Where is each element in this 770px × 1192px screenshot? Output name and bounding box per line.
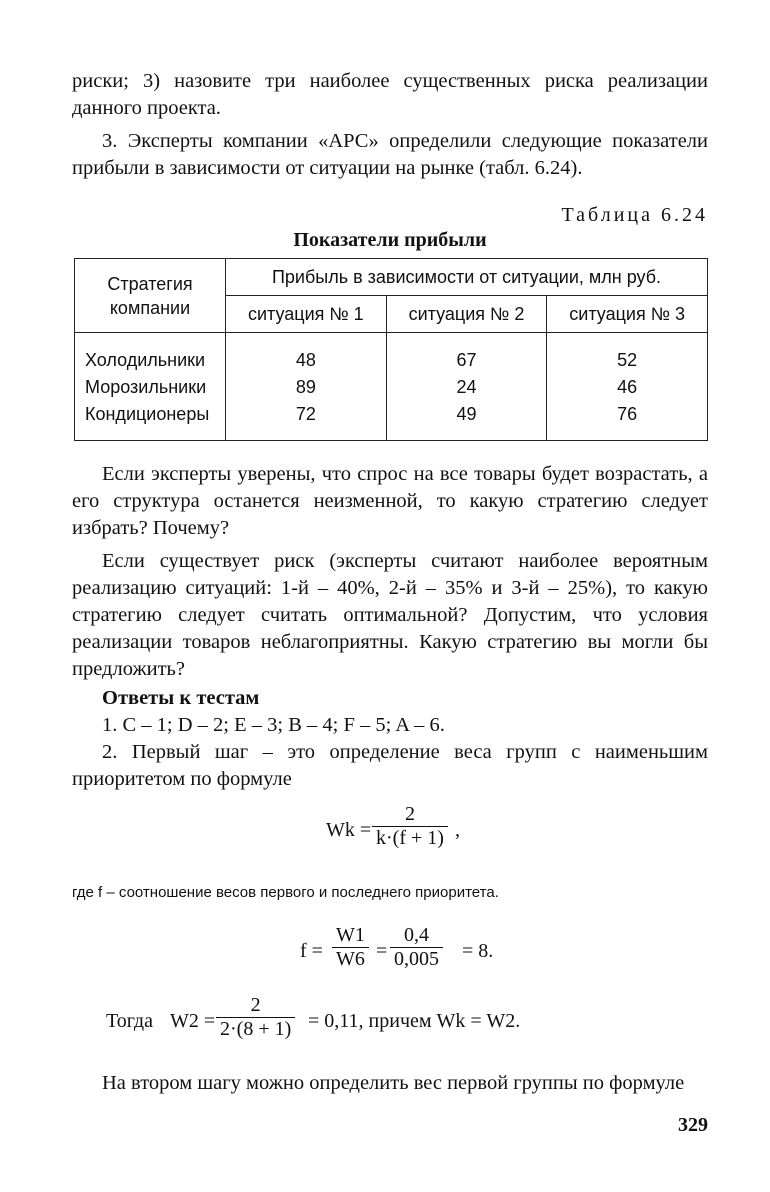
numerator: W1 bbox=[336, 924, 365, 946]
table-cell: 48 bbox=[295, 350, 316, 370]
table-cell: 52 bbox=[617, 350, 638, 370]
header-situation-3: ситуация № 3 bbox=[547, 296, 708, 333]
numerator: 2 bbox=[404, 803, 415, 825]
header-strategy: Стратегия компании bbox=[75, 259, 226, 333]
table-cell: 72 bbox=[295, 404, 316, 424]
fraction bbox=[390, 924, 443, 971]
header-situation-2: ситуация № 2 bbox=[386, 296, 547, 333]
situation-3-column bbox=[547, 333, 708, 441]
page-content bbox=[72, 68, 708, 1097]
equals-sign: = bbox=[376, 940, 388, 962]
formula-tail: = 0,11, причем Wk = W2. bbox=[308, 1010, 521, 1032]
formula-tail: , bbox=[455, 819, 460, 841]
table-cell: 76 bbox=[617, 404, 638, 424]
formula-lhs: f = bbox=[300, 940, 323, 962]
formula-wk bbox=[72, 793, 708, 873]
strategy-column bbox=[75, 333, 226, 441]
formula-tail: = 8. bbox=[462, 940, 494, 962]
formula-f bbox=[72, 906, 708, 994]
fraction bbox=[372, 803, 448, 850]
numerator: 0,4 bbox=[404, 924, 429, 946]
profit-table bbox=[74, 258, 708, 441]
answer-2: 2. Первый шаг – это определение веса групп с наименьшим приоритетом по формуле bbox=[72, 741, 708, 790]
table-cell: 67 bbox=[456, 350, 477, 370]
table-body-row bbox=[75, 333, 708, 441]
fraction bbox=[332, 924, 369, 971]
paragraph: На втором шагу можно определить вес первой группы по формуле bbox=[102, 1072, 685, 1094]
denominator: 2·(8 + 1) bbox=[216, 1017, 295, 1041]
paragraph: Если эксперты уверены, что спрос на все товары будет возрастать, а его структура останется неизменной, то какую стратегию следует избрать? Почему? bbox=[72, 463, 708, 539]
table-title: Показатели прибыли bbox=[293, 229, 487, 251]
row-label: Холодильники bbox=[85, 350, 206, 370]
answer-1: 1. C – 1; D – 2; E – 3; B – 4; F – 5; A – 6. bbox=[102, 714, 445, 736]
header-profit: Прибыль в зависимости от ситуации, млн руб. bbox=[226, 259, 708, 296]
row-label: Морозильники bbox=[85, 377, 207, 397]
situation-1-column bbox=[226, 333, 387, 441]
formula-note: где f – соотношение весов первого и последнего приоритета. bbox=[72, 884, 499, 901]
table-cell: 49 bbox=[456, 404, 477, 424]
formula-w2 bbox=[72, 994, 708, 1064]
table-cell: 46 bbox=[617, 377, 638, 397]
formula-prefix: Тогда bbox=[106, 1010, 153, 1032]
denominator: W6 bbox=[332, 947, 369, 971]
denominator: 0,005 bbox=[390, 947, 443, 971]
table-cell: 24 bbox=[456, 377, 477, 397]
row-label: Кондиционеры bbox=[85, 404, 210, 424]
header-situation-1: ситуация № 1 bbox=[226, 296, 387, 333]
formula-lhs: W2 = bbox=[170, 1010, 216, 1032]
answers-heading: Ответы к тестам bbox=[102, 687, 260, 709]
situation-2-column bbox=[386, 333, 547, 441]
fraction bbox=[216, 994, 295, 1041]
paragraph: 3. Эксперты компании «АРС» определили следующие показатели прибыли в зависимости от ситуации на рынке (табл. 6.24). bbox=[72, 130, 708, 179]
denominator: k·(f + 1) bbox=[372, 826, 448, 850]
page-number: 329 bbox=[678, 1114, 708, 1136]
table-header-row bbox=[75, 259, 708, 296]
table-cell: 89 bbox=[295, 377, 316, 397]
paragraph: Если существует риск (эксперты считают наиболее вероятным реализацию ситуаций: 1-й – 40%, 2-й – 35% и 3-й – 25%), то какую стратегию следует считать оптимальной? Допустим, что условия реализации товаров неблагоприятны. Какую стратегию вы могли бы предложить? bbox=[72, 550, 708, 680]
numerator: 2 bbox=[250, 994, 261, 1016]
paragraph: риски; 3) назовите три наиболее существенных риска реализации данного проекта. bbox=[72, 70, 708, 119]
formula-lhs: Wk = bbox=[326, 819, 372, 841]
table-caption: Таблица 6.24 bbox=[561, 204, 708, 226]
